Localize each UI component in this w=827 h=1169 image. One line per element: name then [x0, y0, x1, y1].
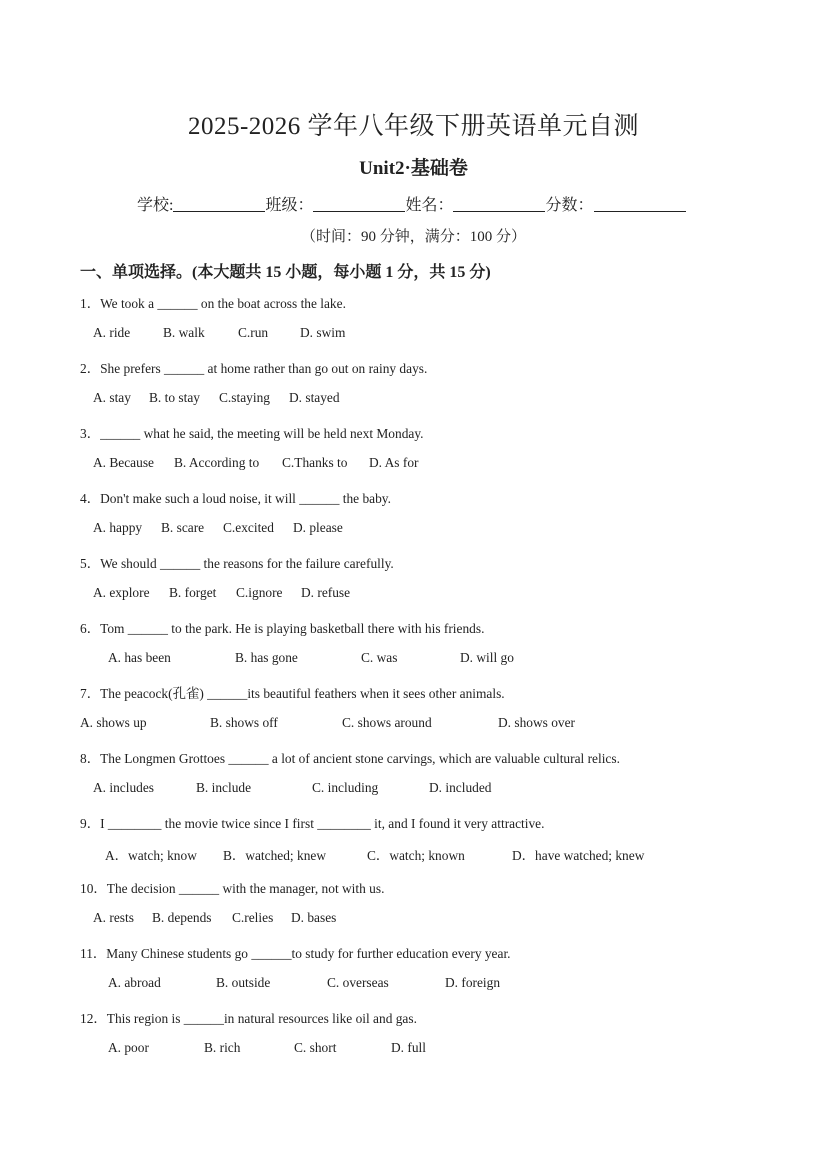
question-stem: 11．Many Chinese students go ______to study for further education every year.	[80, 946, 511, 961]
option: C.staying	[219, 390, 270, 405]
option: B. walk	[163, 325, 205, 340]
question-stem: 1．We took a ______ on the boat across the lake.	[80, 296, 346, 311]
question-stem: 10．The decision ______ with the manager, not with us.	[80, 881, 385, 896]
student-info-row	[137, 192, 686, 215]
option: C. shows around	[342, 715, 432, 730]
option: B. outside	[216, 975, 271, 990]
option: A．watch; know	[105, 848, 197, 863]
question-stem: 5．We should ______ the reasons for the failure carefully.	[80, 556, 394, 571]
option: D. full	[391, 1040, 426, 1055]
page-title: 2025-2026 学年八年级下册英语单元自测	[187, 113, 640, 140]
question-stem: 2．She prefers ______ at home rather than go out on rainy days.	[80, 361, 428, 376]
option: C.relies	[232, 910, 274, 925]
option: D. swim	[300, 325, 346, 340]
question-stem: 12．This region is ______in natural resources like oil and gas.	[80, 1011, 417, 1026]
question-stem: 4．Don't make such a loud noise, it will ______ the baby.	[80, 491, 391, 506]
option: D. please	[293, 520, 343, 535]
option: C. overseas	[327, 975, 389, 990]
option: D. As for	[369, 455, 419, 470]
option: D. will go	[460, 650, 514, 665]
option: A. stay	[93, 390, 131, 405]
question-stem: 3．______ what he said, the meeting will be held next Monday.	[80, 426, 424, 441]
option: C. was	[361, 650, 398, 665]
option: C.ignore	[236, 585, 283, 600]
school-blank	[173, 193, 265, 212]
class-blank	[313, 193, 405, 212]
option: A. has been	[108, 650, 171, 665]
option: C．watch; known	[367, 848, 465, 863]
name-blank	[453, 193, 545, 212]
option: B. rich	[204, 1040, 241, 1055]
school-label: 学校:	[137, 197, 174, 214]
option: A. explore	[93, 585, 150, 600]
option: A. rests	[93, 910, 134, 925]
time-note: （时间：90 分钟，满分：100 分）	[300, 229, 526, 245]
option: A. abroad	[108, 975, 161, 990]
option: D．have watched; knew	[512, 848, 645, 863]
option: D. shows over	[498, 715, 575, 730]
option: B. shows off	[210, 715, 278, 730]
class-label: 班级：	[265, 197, 314, 214]
option: D. included	[429, 780, 492, 795]
option: B. to stay	[149, 390, 200, 405]
option: B. scare	[161, 520, 205, 535]
question-stem: 9．I ________ the movie twice since I first ________ it, and I found it very attractive.	[80, 816, 545, 831]
option: A. ride	[93, 325, 131, 340]
option: B. forget	[169, 585, 217, 600]
option: C.excited	[223, 520, 274, 535]
option: A. poor	[108, 1040, 149, 1055]
page-subtitle: Unit2·基础卷	[359, 158, 468, 179]
option: A. Because	[93, 455, 154, 470]
question-stem: 7．The peacock(孔雀) ______its beautiful feathers when it sees other animals.	[80, 686, 505, 701]
option: A. shows up	[80, 715, 147, 730]
option: B. has gone	[235, 650, 298, 665]
name-label: 姓名：	[405, 197, 454, 214]
question-stem: 8．The Longmen Grottoes ______ a lot of ancient stone carvings, which are valuable cultural relics.	[80, 751, 620, 766]
option: A. happy	[93, 520, 143, 535]
option: B. According to	[174, 455, 260, 470]
option: C.run	[238, 325, 269, 340]
option: D. bases	[291, 910, 337, 925]
section-heading: 一、单项选择。(本大题共 15 小题，每小题 1 分，共 15 分)	[80, 264, 491, 281]
score-blank	[594, 193, 686, 212]
question-stem: 6．Tom ______ to the park. He is playing basketball there with his friends.	[80, 621, 485, 636]
option: A. includes	[93, 780, 154, 795]
option: D. refuse	[301, 585, 351, 600]
option: B．watched; knew	[223, 848, 327, 863]
option: C.Thanks to	[282, 455, 348, 470]
option: B. include	[196, 780, 252, 795]
option: D. stayed	[289, 390, 340, 405]
option: B. depends	[152, 910, 212, 925]
option: C. including	[312, 780, 379, 795]
option: D. foreign	[445, 975, 501, 990]
score-label: 分数：	[545, 197, 594, 214]
option: C. short	[294, 1040, 337, 1055]
